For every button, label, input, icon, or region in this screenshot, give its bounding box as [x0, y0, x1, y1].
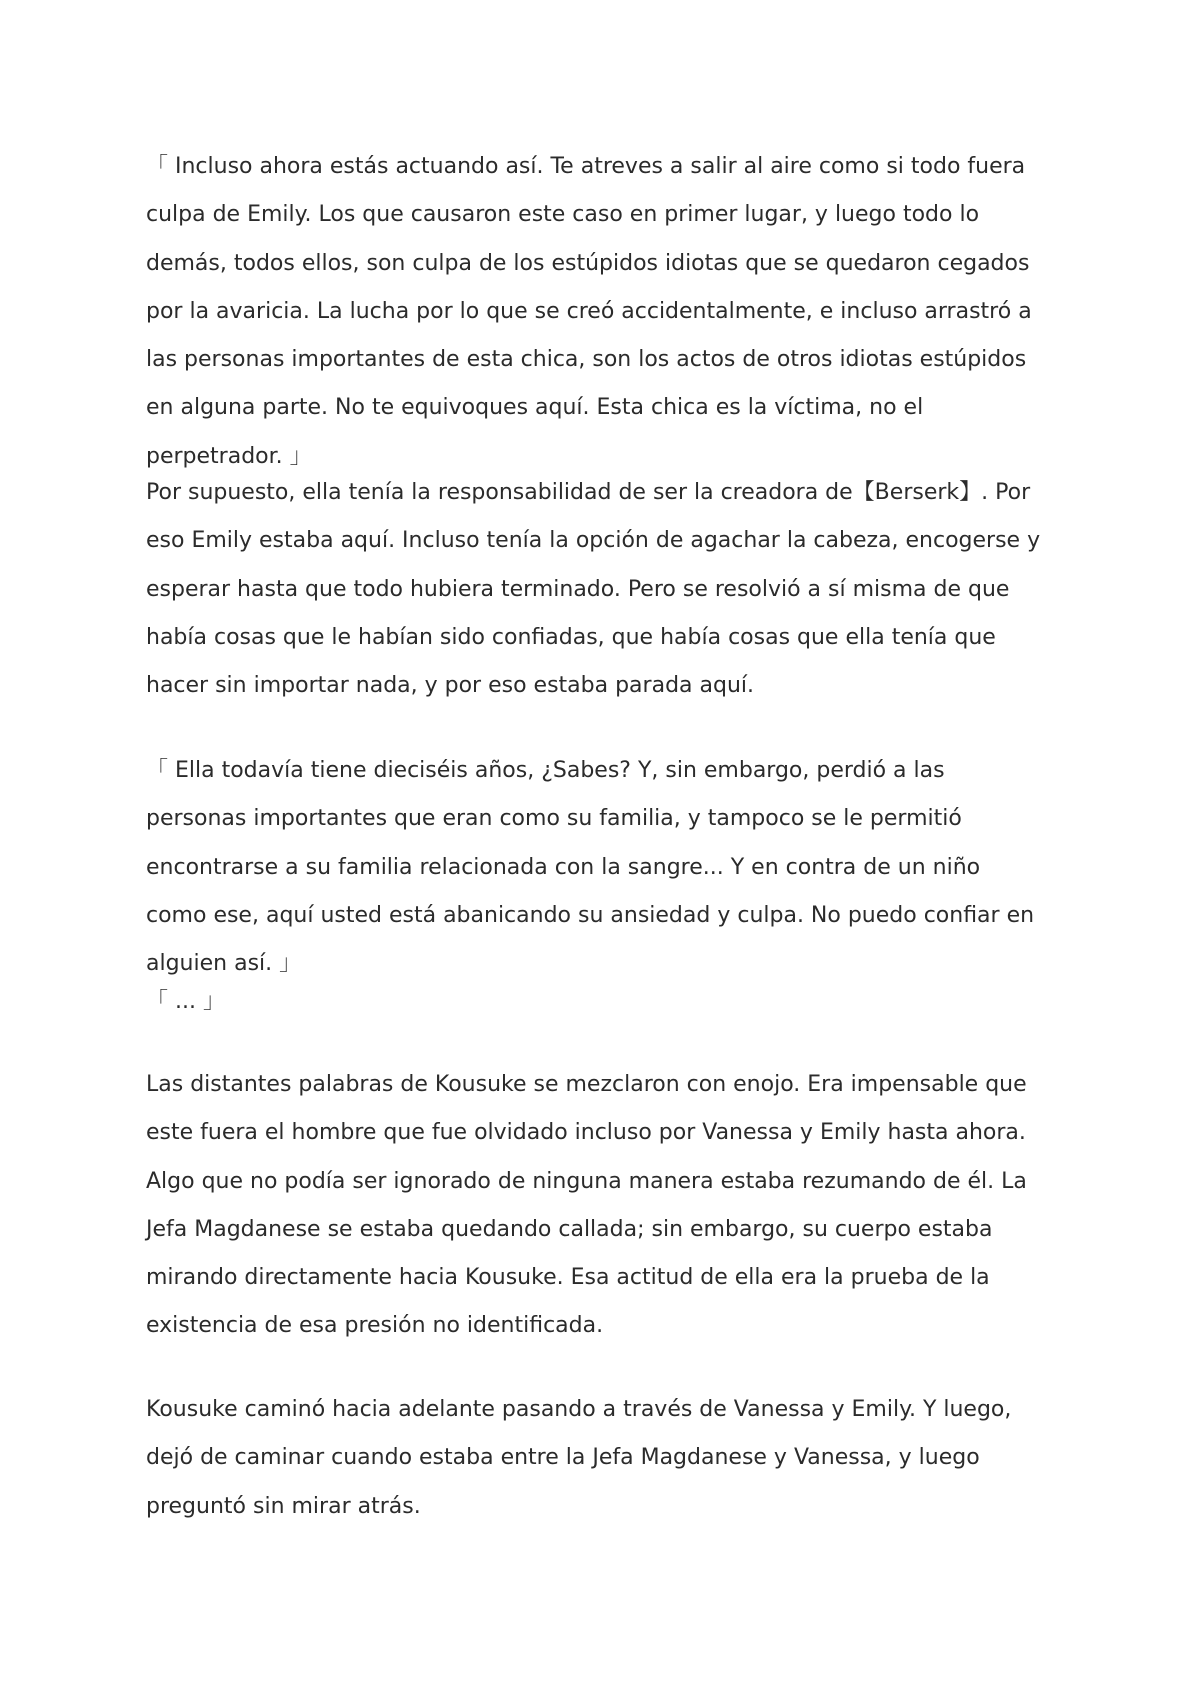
paragraph-text: 「 ... 」: [146, 989, 225, 1014]
paragraph-text: Las distantes palabras de Kousuke se mezclaron con enojo. Era impensable que este fuera el hombre que fue olvidado incluso por Vanessa y Emily hasta ahora. Algo que no podía ser ignorado de ninguna manera estaba rezumando de él. La Jefa Magdanese se estaba quedando callada; sin embargo, su cuerpo estaba mirando directamente hacia Kousuke. Esa actitud de ella era la prueba de la existencia de esa presión no identificada.: [146, 1072, 1027, 1339]
paragraph-narration-3: [146, 1386, 1046, 1531]
paragraph-text: 「 Incluso ahora estás actuando así. Te atreves a salir al aire como si todo fuera culpa de Emily. Los que causaron este caso en primer lugar, y luego todo lo demás, todos ellos, son culpa de los estúpidos idiotas que se quedaron cegados por la avaricia. La lucha por lo que se creó accidentalmente, e incluso arrastró a las personas importantes de esta chica, son los actos de otros idiotas estúpidos en alguna parte. No te equivoques aquí. Esta chica es la víctima, no el perpetrador. 」: [146, 154, 1032, 469]
paragraph-text: Kousuke caminó hacia adelante pasando a través de Vanessa y Emily. Y luego, dejó de caminar cuando estaba entre la Jefa Magdanese y Vanessa, y luego preguntó sin mirar atrás.: [146, 1397, 1012, 1519]
paragraph-text: Por supuesto, ella tenía la responsabilidad de ser la creadora de【Berserk】. Por eso Emily estaba aquí. Incluso tenía la opción de agachar la cabeza, encogerse y esperar hasta que todo hubiera terminado. Pero se resolvió a sí misma de que había cosas que le habían sido confiadas, que había cosas que ella tenía que hacer sin importar nada, y por eso estaba parada aquí.: [146, 480, 1041, 699]
paragraph-narration-2: [146, 1061, 1046, 1351]
paragraph-dialogue-1: [146, 143, 1046, 481]
paragraph-dialogue-2: [146, 747, 1046, 988]
paragraph-narration-1: [146, 469, 1046, 710]
paragraph-dialogue-3: [146, 978, 1046, 1026]
paragraph-text: 「 Ella todavía tiene dieciséis años, ¿Sabes? Y, sin embargo, perdió a las personas importantes que eran como su familia, y tampoco se le permitió encontrarse a su familia relacionada con la sangre... Y en contra de un niño como ese, aquí usted está abanicando su ansiedad y culpa. No puedo confiar en alguien así. 」: [146, 758, 1035, 977]
